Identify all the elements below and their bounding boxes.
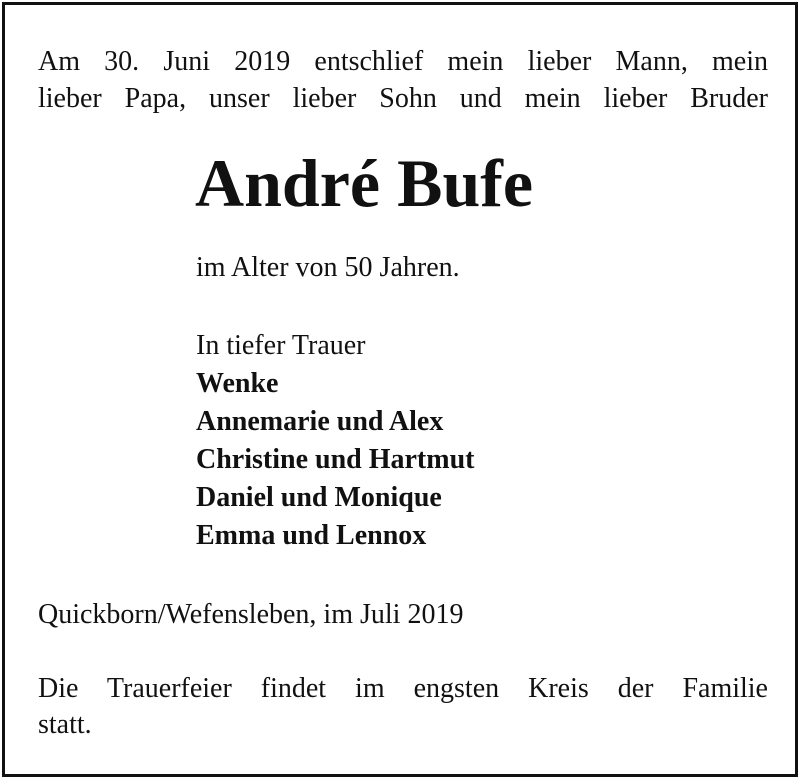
intro-line-2: lieber Papa, unser lieber Sohn und mein lieber Bruder (38, 83, 768, 114)
intro-text (38, 43, 768, 117)
mourner-name: Christine und Hartmut (196, 444, 475, 475)
age-text: im Alter von 50 Jahren. (196, 252, 460, 283)
ceremony-notice (38, 671, 768, 743)
mourner-name: Annemarie und Alex (196, 406, 444, 437)
intro-line-1: Am 30. Juni 2019 entschlief mein lieber Mann, mein (38, 46, 768, 77)
place-and-date: Quickborn/Wefensleben, im Juli 2019 (38, 599, 464, 630)
deceased-name: André Bufe (195, 145, 534, 221)
mourner-name: Daniel und Monique (196, 482, 442, 513)
mourner-name: Emma und Lennox (196, 520, 427, 551)
mourning-heading: In tiefer Trauer (196, 330, 366, 361)
mourner-name: Wenke (196, 368, 279, 399)
mourners-block (196, 327, 474, 555)
obituary-notice (2, 2, 798, 777)
ceremony-line-1: Die Trauerfeier findet im engsten Kreis der Familie (38, 673, 768, 704)
mourner-list (196, 365, 474, 555)
ceremony-line-2: statt. (38, 709, 92, 740)
